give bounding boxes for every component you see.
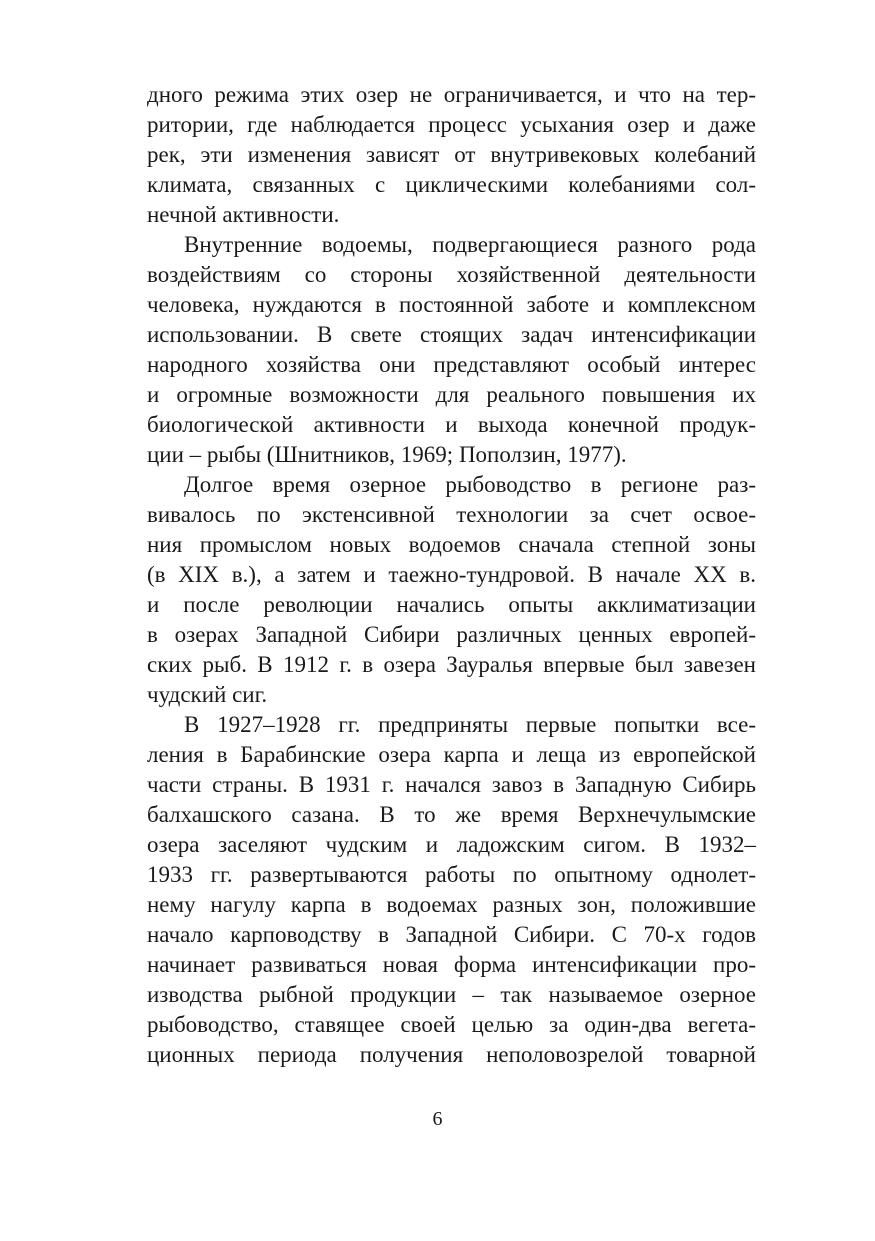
- text-line: нечной активности.: [147, 202, 340, 227]
- paragraph: [147, 230, 756, 470]
- paragraph: [147, 710, 756, 1070]
- text-line: В 1927–1928 гг. предприняты первые попытки все-: [184, 712, 756, 737]
- text-line: ционных периода получения неполовозрелой товарной: [147, 1042, 756, 1067]
- text-line: рыбоводство, ставящее своей целью за один-два вегета-: [147, 1012, 756, 1037]
- text-line: части страны. В 1931 г. начался завоз в Западную Сибирь: [147, 772, 756, 797]
- text-line: 1933 гг. развертываются работы по опытному однолет-: [147, 862, 756, 887]
- text-line: начинает развиваться новая форма интенсификации про-: [147, 952, 756, 977]
- text-line: озера заселяют чудским и ладожским сигом. В 1932–: [147, 832, 756, 857]
- text-line: в озерах Западной Сибири различных ценных европей-: [147, 622, 756, 647]
- text-line: балхашского сазана. В то же время Верхнечулымские: [147, 802, 756, 827]
- text-line: чудский сиг.: [147, 682, 268, 707]
- page-number: 6: [432, 1108, 443, 1130]
- text-line: ритории, где наблюдается процесс усыхания озер и даже: [147, 112, 756, 137]
- text-line: и огромные возможности для реального повышения их: [147, 382, 756, 407]
- text-line: биологической активности и выхода конечной продук-: [147, 412, 756, 437]
- text-line: ния промыслом новых водоемов сначала степной зоны: [147, 532, 756, 557]
- text-line: народного хозяйства они представляют особый интерес: [147, 352, 756, 377]
- text-line: изводства рыбной продукции – так называемое озерное: [147, 982, 756, 1007]
- paragraph: [147, 80, 756, 230]
- text-line: ции – рыбы (Шнитников, 1969; Поползин, 1977).: [147, 442, 627, 467]
- text-line: Долгое время озерное рыбоводство в регионе раз-: [184, 472, 756, 497]
- text-line: использовании. В свете стоящих задач интенсификации: [147, 322, 756, 347]
- text-line: начало карповодству в Западной Сибири. С 70-х годов: [147, 922, 756, 947]
- text-line: (в XIX в.), а затем и таежно-тундровой. В начале XX в.: [147, 562, 756, 587]
- text-line: вивалось по экстенсивной технологии за счет освое-: [147, 502, 756, 527]
- text-line: нему нагулу карпа в водоемах разных зон, положившие: [147, 892, 756, 917]
- text-line: Внутренние водоемы, подвергающиеся разного рода: [184, 232, 756, 257]
- text-line: ления в Барабинские озера карпа и леща из европейской: [147, 742, 756, 767]
- text-line: дного режима этих озер не ограничивается, и что на тер-: [147, 82, 756, 107]
- text-line: рек, эти изменения зависят от внутривековых колебаний: [147, 142, 756, 167]
- text-line: воздействиям со стороны хозяйственной деятельности: [147, 262, 756, 287]
- paragraph: [147, 470, 756, 710]
- text-line: и после революции начались опыты акклиматизации: [147, 592, 756, 617]
- body-text: [147, 80, 756, 1070]
- text-line: человека, нуждаются в постоянной заботе и комплексном: [147, 292, 756, 317]
- text-line: ских рыб. В 1912 г. в озера Зауралья впервые был завезен: [147, 652, 756, 677]
- text-line: климата, связанных с циклическими колебаниями сол-: [147, 172, 756, 197]
